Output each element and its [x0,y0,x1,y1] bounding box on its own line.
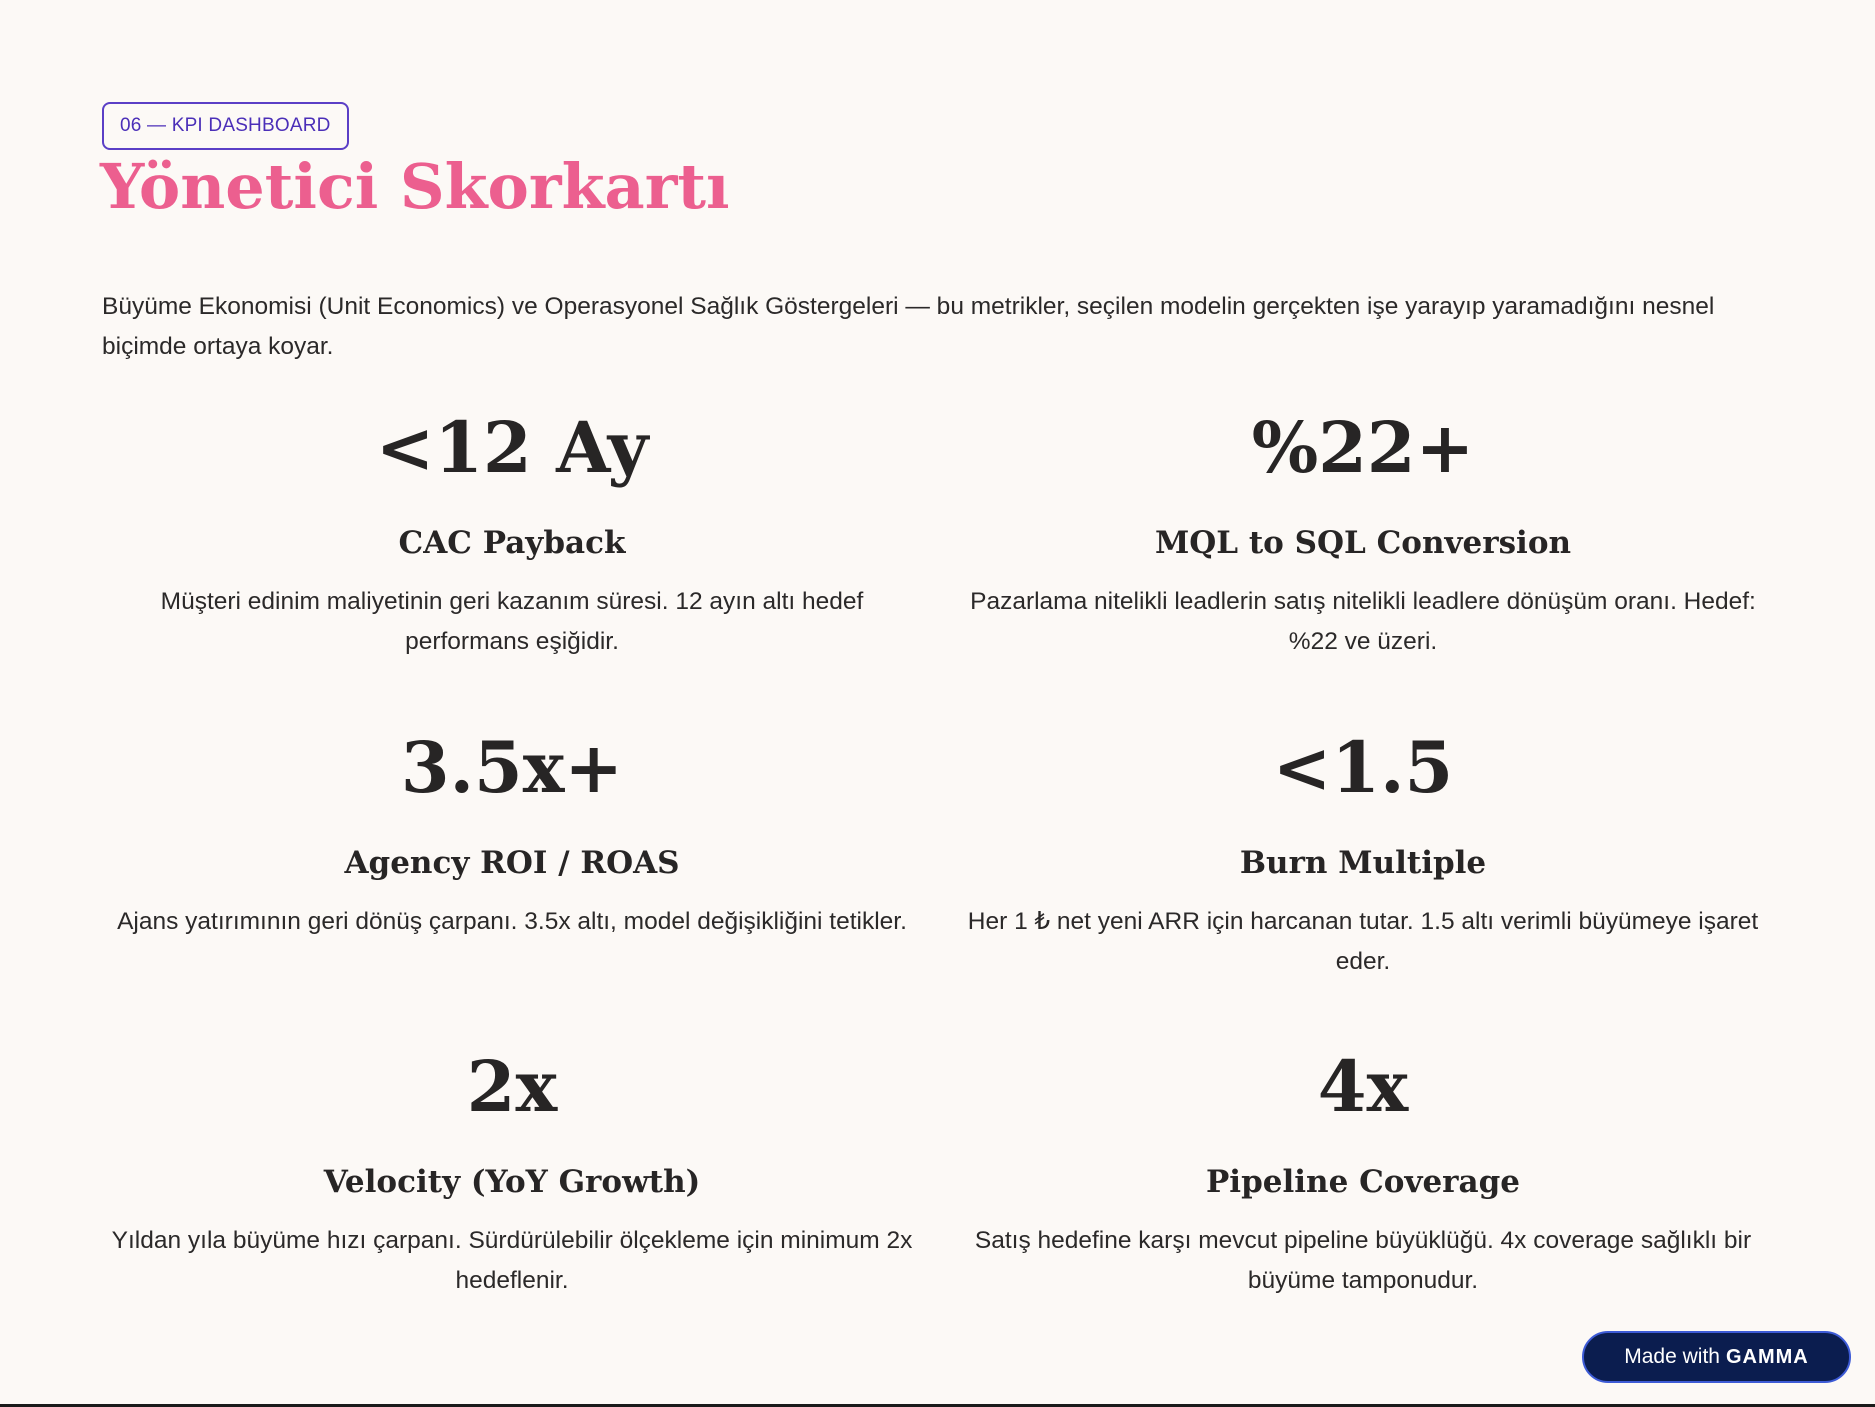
kpi-card-burn-multiple [953,718,1773,982]
kpi-value: <12 Ay [375,406,649,489]
kpi-description: Yıldan yıla büyüme hızı çarpanı. Sürdürülebilir ölçekleme için minimum 2x hedeflenir. [111,1227,913,1294]
made-with-label: Made with [1624,1345,1720,1368]
page-title: Yönetici Skorkartı [100,150,730,223]
kpi-value: 2x [466,1045,558,1128]
kpi-card-pipeline-coverage [953,1037,1773,1301]
kpi-card-mql-sql-conversion [953,398,1773,662]
kpi-label: Agency ROI / ROAS [344,845,680,881]
kpi-card-cac-payback [102,398,922,662]
kpi-description: Satış hedefine karşı mevcut pipeline büyüklüğü. 4x coverage sağlıklı bir büyüme tamponudur. [974,1227,1752,1294]
kpi-value: 4x [1317,1045,1409,1128]
kpi-label: Burn Multiple [1239,845,1487,881]
section-badge: 06 — KPI DASHBOARD [102,102,349,150]
kpi-value: %22+ [1251,406,1475,489]
kpi-value: <1.5 [1272,726,1454,809]
intro-paragraph: Büyüme Ekonomisi (Unit Economics) ve Operasyonel Sağlık Göstergeleri — bu metrikler, seçilen modelin gerçekten işe yarayıp yaramadığını nesnel biçimde ortaya koyar. [102,293,1715,360]
kpi-value: 3.5x+ [400,726,624,809]
made-with-gamma-button[interactable] [1582,1331,1851,1383]
kpi-description: Ajans yatırımının geri dönüş çarpanı. 3.5x altı, model değişikliğini tetikler. [117,908,907,935]
kpi-label: CAC Payback [398,525,626,561]
kpi-description: Pazarlama nitelikli leadlerin satış nitelikli leadlere dönüşüm oranı. Hedef: %22 ve üzeri. [970,588,1756,655]
kpi-label: MQL to SQL Conversion [1154,525,1572,561]
kpi-card-velocity [102,1037,922,1301]
kpi-description: Her 1 ₺ net yeni ARR için harcanan tutar. 1.5 altı verimli büyümeye işaret eder. [967,908,1759,975]
kpi-label: Pipeline Coverage [1206,1164,1520,1200]
kpi-card-agency-roi [102,718,922,942]
gamma-logo: GAMMA [1725,1345,1809,1368]
kpi-description: Müşteri edinim maliyetinin geri kazanım süresi. 12 ayın altı hedef performans eşiğidir. [160,588,864,655]
kpi-label: Velocity (YoY Growth) [323,1164,701,1200]
